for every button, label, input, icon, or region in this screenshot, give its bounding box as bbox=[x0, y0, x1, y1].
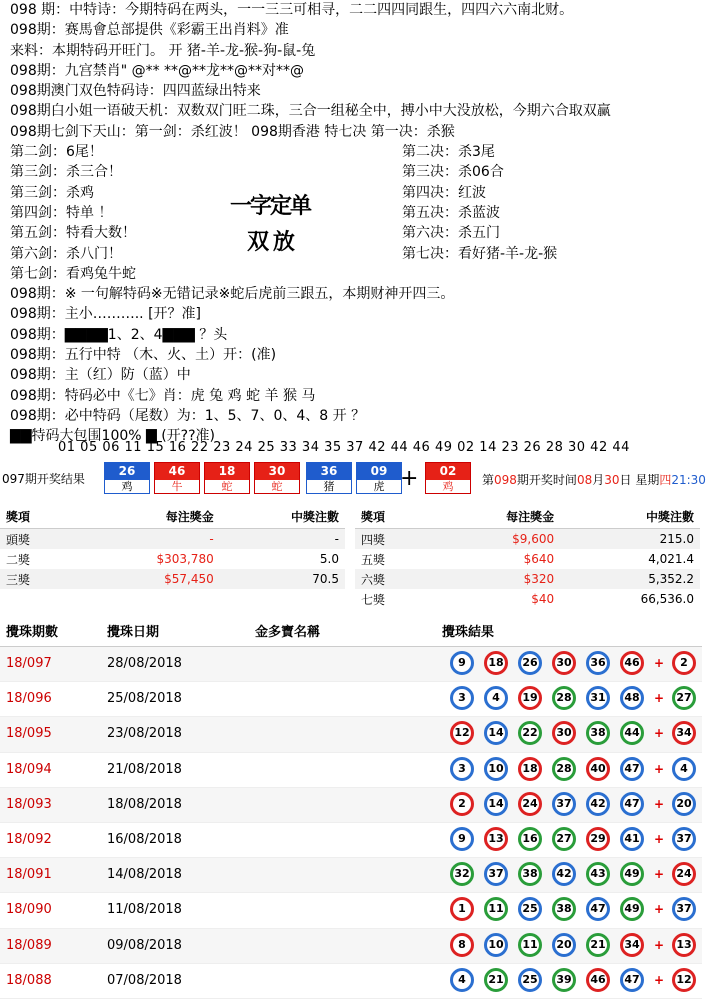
sword-left: 第四剑：特单 ！ bbox=[10, 204, 113, 221]
special-result-ball: 13 bbox=[672, 933, 696, 957]
result-ball: 18 bbox=[484, 651, 508, 675]
sword-row bbox=[10, 223, 700, 243]
plus-sign: + bbox=[654, 796, 665, 811]
sword-left: 第二剑：6尾！ bbox=[10, 144, 103, 161]
info-day: 30 bbox=[604, 473, 620, 487]
result-ball: 40 bbox=[586, 757, 610, 781]
info-time: 21:30 bbox=[671, 473, 706, 487]
plus-sign: + bbox=[654, 902, 665, 917]
prize-row bbox=[0, 569, 345, 589]
special-result-ball: 37 bbox=[672, 827, 696, 851]
text-line: 098期：特码必中《七》肖：虎 兔 鸡 蛇 羊 猴 马 bbox=[10, 387, 316, 404]
draw-date: 16/08/2018 bbox=[107, 831, 182, 847]
prize-amount: $320 bbox=[432, 569, 560, 589]
next-draw-info bbox=[482, 471, 706, 488]
result-ball: 25 bbox=[518, 968, 542, 992]
text-line: 098 期：中特诗：今期特码在两头，一一三三可相寻，二二四四同跟生，四四六六南北财。 bbox=[10, 2, 574, 18]
result-ball: 47 bbox=[620, 792, 644, 816]
header-cell: 金多寶名稱 bbox=[255, 625, 321, 640]
draw-id: 18/088 bbox=[6, 972, 52, 988]
draw-id: 18/091 bbox=[6, 867, 52, 883]
ball-zodiac: 虎 bbox=[373, 480, 385, 493]
result-ball: 25 bbox=[518, 897, 542, 921]
result-ball: 3 bbox=[450, 757, 474, 781]
prize-table-right bbox=[355, 504, 700, 609]
result-ball: 11 bbox=[484, 897, 508, 921]
result-ball: 46 bbox=[586, 968, 610, 992]
text-line: 098期白小姐一语破天机：双数双门旺二珠，三合一组秘全中，搏小中大没放松，今期六合取双赢 bbox=[10, 103, 611, 120]
ball-number: 30 bbox=[255, 463, 299, 480]
result-ball: 21 bbox=[586, 933, 610, 957]
prize-name: 六獎 bbox=[355, 569, 432, 589]
draw-id: 18/094 bbox=[6, 761, 52, 777]
result-ball: 13 bbox=[484, 827, 508, 851]
info-text: 日 星期 bbox=[619, 473, 660, 487]
number-sequence: 01 05 06 11 15 16 22 23 24 25 33 34 35 37 42 44 46 49 02 14 23 26 28 30 42 44 bbox=[58, 440, 630, 455]
big-word-graphic: 一字定单双 放 bbox=[229, 193, 310, 255]
result-ball: 41 bbox=[620, 827, 644, 851]
history-row bbox=[0, 858, 702, 893]
prize-amount: $640 bbox=[523, 552, 555, 566]
sword-left: 第五剑：特看大数！ bbox=[10, 225, 136, 242]
header-cell: 攪珠結果 bbox=[442, 625, 495, 640]
draw-date: 28/08/2018 bbox=[107, 656, 182, 671]
sword-row bbox=[10, 183, 700, 203]
prize-row bbox=[355, 549, 700, 569]
prize-header-row bbox=[355, 504, 700, 529]
result-ball: 10 bbox=[484, 757, 508, 781]
result-ball: 12 bbox=[450, 721, 474, 745]
result-ball: 28 bbox=[552, 757, 576, 781]
text-line: 第七剑：看鸡兔牛蛇 bbox=[10, 265, 136, 282]
prize-header-cell: 獎項 bbox=[355, 504, 432, 529]
plus-sign: + bbox=[654, 867, 665, 882]
result-ball: 4 bbox=[484, 686, 508, 710]
sword-left: 第六剑：杀八门！ bbox=[10, 245, 122, 262]
special-ball bbox=[425, 462, 471, 494]
prize-header-cell: 每注獎金 bbox=[75, 504, 220, 529]
text-line: 098期：必中特码（尾数）为：1、5、7、0、4、8 开 ？ bbox=[10, 407, 366, 424]
result-ball: 9 bbox=[450, 651, 474, 675]
history-row bbox=[0, 753, 702, 788]
draw-id: 18/090 bbox=[6, 902, 52, 918]
plus-sign: + bbox=[654, 656, 665, 670]
result-ball: 30 bbox=[552, 651, 576, 675]
info-text: 第 bbox=[482, 473, 495, 487]
ball-number: 46 bbox=[155, 463, 199, 480]
result-ball: 14 bbox=[484, 792, 508, 816]
prize-row bbox=[355, 529, 700, 550]
info-weekday: 四 bbox=[659, 473, 672, 487]
plus-sign: + bbox=[654, 937, 665, 952]
result-ball: 20 bbox=[552, 933, 576, 957]
history-rows bbox=[0, 647, 702, 999]
info-text: 月 bbox=[592, 473, 605, 487]
prize-count: 5.0 bbox=[319, 552, 339, 566]
draw-date: 11/08/2018 bbox=[107, 902, 182, 918]
special-result-ball: 20 bbox=[672, 792, 696, 816]
result-ball: 32 bbox=[450, 862, 474, 886]
prize-header-cell: 中獎注數 bbox=[560, 504, 700, 529]
sword-left: 第三剑：杀三合！ bbox=[10, 164, 122, 181]
prize-amount: $57,450 bbox=[75, 569, 220, 589]
sword-right: 第七决：看好猪-羊-龙-猴 bbox=[402, 245, 558, 262]
result-ball: 43 bbox=[586, 862, 610, 886]
result-ball: 38 bbox=[552, 897, 576, 921]
prize-name: 三獎 bbox=[0, 569, 75, 589]
result-ball: 14 bbox=[484, 721, 508, 745]
sword-row bbox=[10, 142, 700, 162]
prize-row bbox=[0, 549, 345, 569]
result-ball: 31 bbox=[586, 686, 610, 710]
result-ball: 8 bbox=[450, 933, 474, 957]
sword-right: 第四决：红波 bbox=[402, 184, 486, 201]
special-result-ball: 2 bbox=[672, 651, 696, 675]
result-ball: 38 bbox=[586, 721, 610, 745]
draw-date: 14/08/2018 bbox=[107, 867, 182, 883]
draw-ball bbox=[356, 462, 402, 494]
draw-ball bbox=[204, 462, 250, 494]
info-number: 098 bbox=[494, 473, 517, 487]
info-text: 期开奖时间 bbox=[516, 473, 577, 487]
result-ball: 46 bbox=[620, 651, 644, 675]
history-row bbox=[0, 647, 702, 682]
plus-sign: + bbox=[400, 466, 419, 491]
result-ball: 3 bbox=[450, 686, 474, 710]
history-row bbox=[0, 682, 702, 717]
result-ball: 42 bbox=[586, 792, 610, 816]
prize-count: 215.0 bbox=[560, 529, 700, 550]
result-ball: 11 bbox=[518, 933, 542, 957]
ball-zodiac: 牛 bbox=[171, 480, 183, 493]
prize-amount: $9,600 bbox=[432, 529, 560, 550]
prize-count: 70.5 bbox=[220, 569, 345, 589]
special-result-ball: 37 bbox=[672, 897, 696, 921]
draw-ball bbox=[104, 462, 150, 494]
plus-sign: + bbox=[654, 831, 665, 846]
prize-header-cell: 獎項 bbox=[0, 504, 75, 529]
draw-date: 25/08/2018 bbox=[107, 691, 182, 707]
ball-number: 09 bbox=[357, 463, 401, 480]
history-row bbox=[0, 788, 702, 823]
prize-row bbox=[355, 569, 700, 589]
history-header bbox=[0, 620, 702, 647]
history-row bbox=[0, 964, 702, 999]
sword-right: 第二决：杀3尾 bbox=[402, 144, 495, 161]
ball-zodiac: 鸡 bbox=[121, 480, 133, 493]
sword-right: 第五决：杀蓝波 bbox=[402, 204, 500, 221]
text-line: 098期：赛馬會总部提供《彩霸王出肖料》准 bbox=[10, 22, 289, 39]
result-ball: 24 bbox=[518, 792, 542, 816]
result-ball: 49 bbox=[620, 862, 644, 886]
prize-row bbox=[0, 529, 345, 550]
text-line: 098期：▇▇▇▇1、2、4▇▇▇ ？头 bbox=[10, 326, 228, 343]
draw-date: 09/08/2018 bbox=[107, 937, 182, 953]
history-table bbox=[0, 620, 702, 999]
draw-id: 18/092 bbox=[6, 831, 52, 847]
ball-number: 02 bbox=[426, 463, 470, 480]
result-ball: 44 bbox=[620, 721, 644, 745]
result-ball: 4 bbox=[450, 968, 474, 992]
result-ball: 27 bbox=[552, 827, 576, 851]
result-ball: 9 bbox=[450, 827, 474, 851]
prize-amount: $303,780 bbox=[156, 552, 214, 566]
result-ball: 2 bbox=[450, 792, 474, 816]
draw-id: 18/089 bbox=[6, 937, 52, 953]
result-ball: 39 bbox=[552, 968, 576, 992]
history-row bbox=[0, 929, 702, 964]
sword-row bbox=[10, 203, 700, 223]
special-result-ball: 4 bbox=[672, 757, 696, 781]
result-ball: 10 bbox=[484, 933, 508, 957]
draw-ball bbox=[306, 462, 352, 494]
result-ball: 47 bbox=[620, 757, 644, 781]
sword-right: 第三决：杀06合 bbox=[402, 164, 504, 181]
sword-row bbox=[10, 162, 700, 182]
result-ball: 29 bbox=[586, 827, 610, 851]
text-line: 098期：五行中特 （木、火、土）开：(准) bbox=[10, 347, 277, 364]
result-ball: 36 bbox=[586, 651, 610, 675]
info-month: 08 bbox=[576, 473, 593, 487]
draw-date: 18/08/2018 bbox=[107, 796, 182, 812]
text-line: 098期：※ 一句解特码※无错记录※蛇后虎前三跟五，本期财神开四三。 bbox=[10, 286, 455, 303]
draw-id: 18/096 bbox=[6, 691, 52, 707]
result-ball: 19 bbox=[518, 686, 542, 710]
ball-number: 36 bbox=[307, 463, 351, 480]
header-cell: 攪珠日期 bbox=[107, 625, 160, 640]
result-ball: 49 bbox=[620, 897, 644, 921]
draw-label: 097期开奖结果 bbox=[2, 472, 85, 486]
prize-name: 二獎 bbox=[6, 552, 31, 567]
history-row bbox=[0, 717, 702, 752]
prize-header-cell: 每注獎金 bbox=[432, 504, 560, 529]
draw-ball bbox=[154, 462, 200, 494]
text-line: 来料：本期特码开旺门。 开 猪-羊-龙-猴-狗-鼠-兔 bbox=[10, 42, 316, 59]
draw-id: 18/093 bbox=[6, 796, 52, 812]
sword-left: 第三剑：杀鸡 bbox=[10, 184, 94, 201]
result-ball: 47 bbox=[586, 897, 610, 921]
ball-zodiac: 蛇 bbox=[221, 480, 233, 493]
prize-name: 七獎 bbox=[361, 592, 386, 607]
special-result-ball: 12 bbox=[672, 968, 696, 992]
history-row bbox=[0, 893, 702, 928]
result-ball: 22 bbox=[518, 721, 542, 745]
result-ball: 37 bbox=[552, 792, 576, 816]
prize-table-left bbox=[0, 504, 345, 589]
result-ball: 48 bbox=[620, 686, 644, 710]
forecast-text-block bbox=[10, 0, 700, 447]
prize-name: 五獎 bbox=[361, 552, 386, 567]
plus-sign: + bbox=[654, 726, 665, 741]
text-line: 098期：主小……….. [开？准] bbox=[10, 306, 201, 323]
prize-header-cell: 中獎注數 bbox=[220, 504, 345, 529]
sword-right: 第六决：杀五门 bbox=[402, 225, 500, 242]
draw-date: 21/08/2018 bbox=[107, 761, 182, 777]
plus-sign: + bbox=[654, 972, 665, 987]
text-line: 098期：九宫禁肖" @** **@**龙**@**对**@ bbox=[10, 62, 305, 79]
prize-count: 66,536.0 bbox=[640, 592, 694, 606]
result-ball: 18 bbox=[518, 757, 542, 781]
draw-id: 18/097 bbox=[6, 656, 52, 671]
result-ball: 34 bbox=[620, 933, 644, 957]
text-line: 098期澳门双色特码诗：四四蓝绿出特来 bbox=[10, 83, 261, 100]
text-line: ▇▇特码大包围100% ▇ (开??准) bbox=[10, 428, 216, 445]
draw-result-bar bbox=[0, 462, 706, 496]
result-ball: 37 bbox=[484, 862, 508, 886]
prize-row bbox=[355, 589, 700, 609]
plus-sign: + bbox=[654, 691, 665, 706]
ball-number: 18 bbox=[205, 463, 249, 480]
prize-header-row bbox=[0, 504, 345, 529]
plus-sign: + bbox=[654, 761, 665, 776]
draw-id: 18/095 bbox=[6, 726, 52, 742]
ball-zodiac: 蛇 bbox=[271, 480, 283, 493]
prize-amount: $40 bbox=[531, 592, 555, 606]
text-line: 098期：主（红）防（蓝）中 bbox=[10, 367, 191, 384]
ball-zodiac: 鸡 bbox=[442, 480, 454, 493]
prize-name: 四獎 bbox=[355, 529, 432, 550]
header-cell: 攪珠期數 bbox=[6, 625, 59, 640]
ball-number: 26 bbox=[105, 463, 149, 480]
prize-count: 5,352.2 bbox=[560, 569, 700, 589]
draw-date: 23/08/2018 bbox=[107, 726, 182, 742]
draw-date: 07/08/2018 bbox=[107, 972, 182, 988]
result-ball: 21 bbox=[484, 968, 508, 992]
special-result-ball: 34 bbox=[672, 721, 696, 745]
result-ball: 38 bbox=[518, 862, 542, 886]
prize-amount: - bbox=[75, 529, 220, 550]
history-row bbox=[0, 823, 702, 858]
special-result-ball: 27 bbox=[672, 686, 696, 710]
text-line: 098期七剑下天山：第一剑：杀红波！ 098期香港 特七决 第一决：杀猴 bbox=[10, 123, 455, 140]
result-ball: 16 bbox=[518, 827, 542, 851]
result-ball: 30 bbox=[552, 721, 576, 745]
result-ball: 42 bbox=[552, 862, 576, 886]
prize-count: 4,021.4 bbox=[648, 552, 694, 566]
sword-row bbox=[10, 244, 700, 264]
result-ball: 47 bbox=[620, 968, 644, 992]
special-result-ball: 24 bbox=[672, 862, 696, 886]
result-ball: 1 bbox=[450, 897, 474, 921]
prize-name: 頭獎 bbox=[0, 529, 75, 550]
draw-ball bbox=[254, 462, 300, 494]
result-ball: 26 bbox=[518, 651, 542, 675]
result-ball: 28 bbox=[552, 686, 576, 710]
prize-count: - bbox=[220, 529, 345, 550]
ball-zodiac: 猪 bbox=[323, 480, 335, 493]
